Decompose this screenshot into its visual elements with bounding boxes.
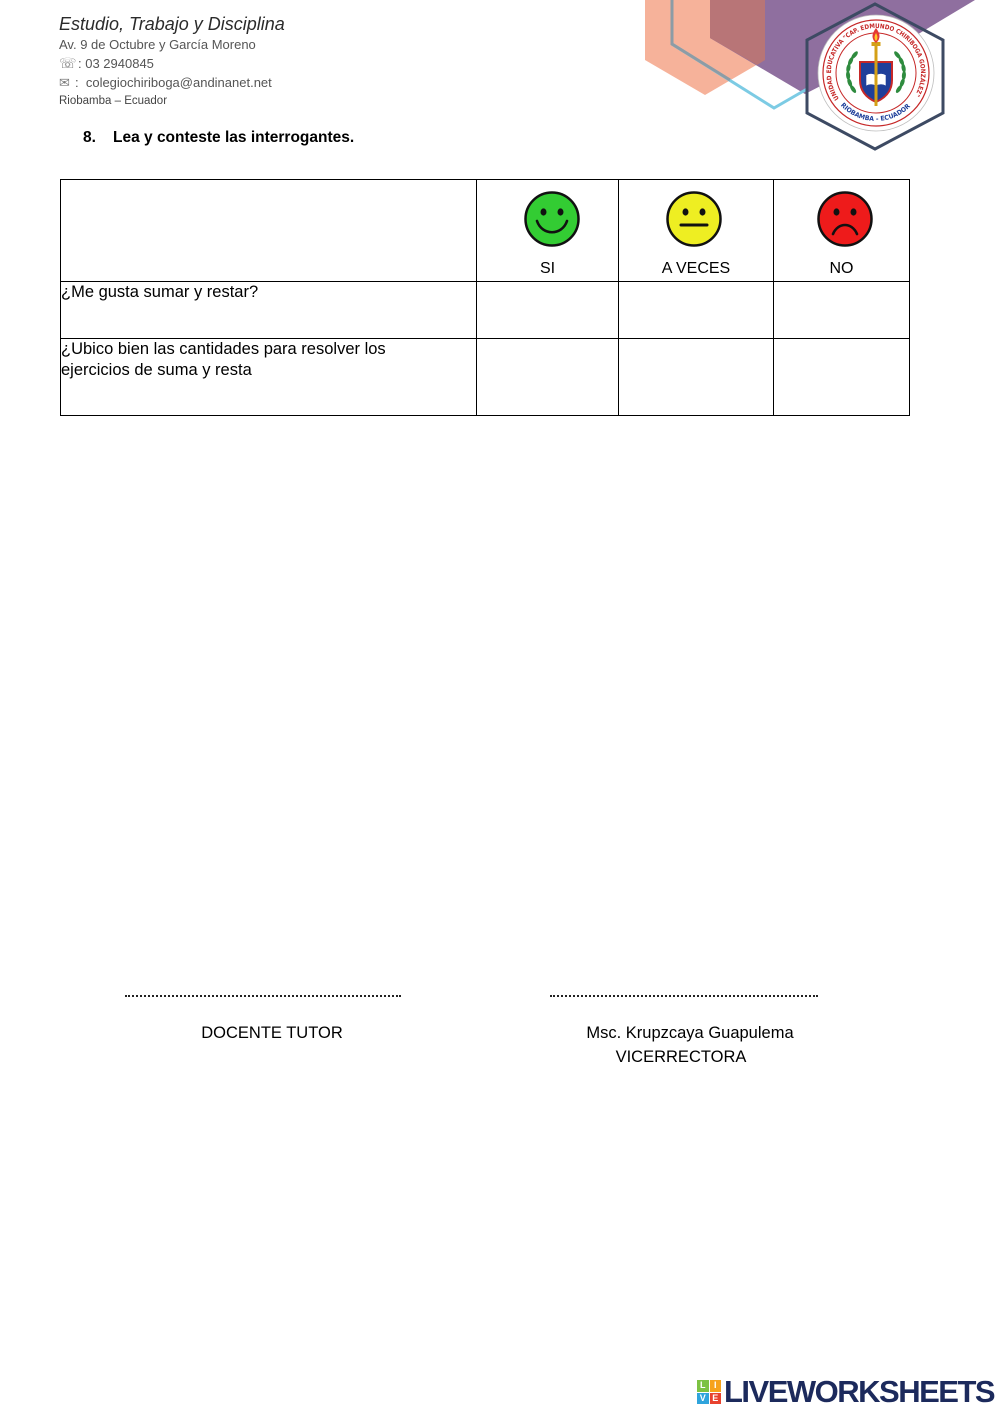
badge-letter: I bbox=[710, 1380, 722, 1392]
phone-icon: ☏ bbox=[59, 56, 77, 72]
header-cell-no bbox=[774, 180, 910, 282]
header-decoration bbox=[630, 0, 1000, 160]
answer-cell-si[interactable] bbox=[477, 339, 619, 416]
answer-cell-a-veces[interactable] bbox=[619, 339, 774, 416]
column-label-no: NO bbox=[829, 260, 854, 277]
seal-bottom-text: RIOBAMBA - ECUADOR bbox=[839, 101, 913, 124]
column-label-a-veces: A VECES bbox=[661, 260, 731, 277]
table-row bbox=[61, 339, 910, 416]
answer-cell-a-veces[interactable] bbox=[619, 282, 774, 339]
neutral-face-icon bbox=[665, 190, 723, 248]
question-number: 8. bbox=[83, 129, 96, 146]
school-address: Av. 9 de Octubre y García Moreno bbox=[59, 37, 256, 52]
badge-letter: V bbox=[697, 1393, 709, 1405]
question-text: Lea y conteste las interrogantes. bbox=[113, 129, 355, 146]
liveworksheets-badge-icon bbox=[697, 1380, 721, 1404]
envelope-icon: ✉ bbox=[59, 76, 70, 91]
signature-line-tutor bbox=[125, 995, 401, 997]
liveworksheets-wordmark: LIVEWORKSHEETS bbox=[724, 1374, 995, 1409]
answer-cell-no[interactable] bbox=[774, 282, 910, 339]
badge-letter: L bbox=[697, 1380, 709, 1392]
table-header-row bbox=[61, 180, 910, 282]
table-row bbox=[61, 282, 910, 339]
answer-cell-no[interactable] bbox=[774, 339, 910, 416]
badge-letter: E bbox=[710, 1393, 722, 1405]
header-cell-empty bbox=[61, 180, 477, 282]
header-cell-a-veces bbox=[619, 180, 774, 282]
column-label-si: SI bbox=[539, 260, 556, 277]
school-phone bbox=[59, 56, 154, 72]
school-city: Riobamba – Ecuador bbox=[59, 95, 168, 107]
row-question-text: ¿Ubico bien las cantidades para resolver los ejercicios de suma y resta bbox=[61, 340, 386, 379]
sad-face-icon bbox=[816, 190, 874, 248]
question-cell bbox=[61, 339, 477, 416]
happy-face-icon bbox=[523, 190, 581, 248]
phone-number: : 03 2940845 bbox=[78, 56, 154, 71]
signature-name-vicerrectora: Msc. Krupzcaya Guapulema bbox=[586, 1024, 794, 1042]
signature-title-tutor: DOCENTE TUTOR bbox=[201, 1024, 343, 1042]
seal-top-text: UNIDAD EDUCATIVA "CAP. EDMUNDO CHIRIBOGA GONZÁLEZ" bbox=[825, 22, 927, 102]
school-seal-logo bbox=[818, 15, 934, 131]
header-cell-si bbox=[477, 180, 619, 282]
answer-cell-si[interactable] bbox=[477, 282, 619, 339]
self-assessment-table bbox=[60, 179, 910, 416]
row-question-text: ¿Me gusta sumar y restar? bbox=[61, 283, 259, 301]
email-address: : colegiochiriboga@andinanet.net bbox=[75, 75, 272, 90]
signature-line-vicerrectora bbox=[550, 995, 818, 997]
signature-title-vicerrectora: VICERRECTORA bbox=[615, 1048, 747, 1066]
question-heading bbox=[83, 128, 354, 148]
liveworksheets-logo bbox=[697, 1374, 995, 1409]
question-cell bbox=[61, 282, 477, 339]
school-email bbox=[59, 75, 272, 92]
school-motto: Estudio, Trabajo y Disciplina bbox=[59, 14, 285, 34]
